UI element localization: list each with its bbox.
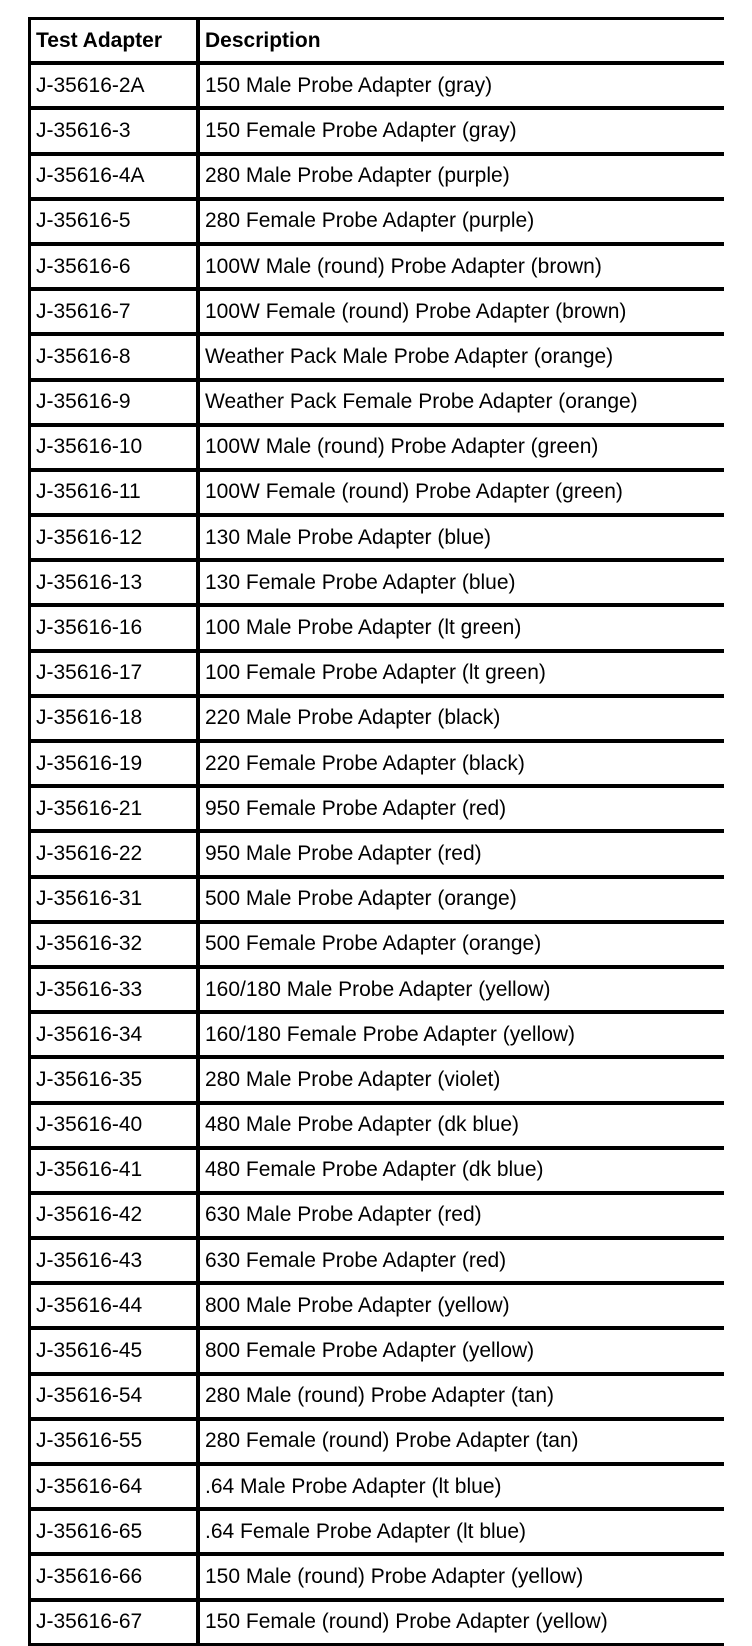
table-cell-test-adapter: J-35616-12 — [31, 517, 196, 558]
table-cell-description: 480 Female Probe Adapter (dk blue) — [200, 1150, 731, 1191]
table-cell-test-adapter: J-35616-55 — [31, 1421, 196, 1462]
table-cell-test-adapter: J-35616-54 — [31, 1376, 196, 1417]
table-cell-test-adapter: J-35616-10 — [31, 427, 196, 468]
table-cell-test-adapter: J-35616-8 — [31, 336, 196, 377]
table-cell-test-adapter: J-35616-11 — [31, 472, 196, 513]
table-cell-description: 220 Male Probe Adapter (black) — [200, 698, 731, 739]
table-cell-description: 220 Female Probe Adapter (black) — [200, 743, 731, 784]
table-cell-test-adapter: J-35616-40 — [31, 1105, 196, 1146]
table-cell-description: 280 Male (round) Probe Adapter (tan) — [200, 1376, 731, 1417]
table-cell-description: 150 Female Probe Adapter (gray) — [200, 110, 731, 151]
table-cell-description: 800 Female Probe Adapter (yellow) — [200, 1330, 731, 1371]
table-cell-test-adapter: J-35616-32 — [31, 924, 196, 965]
table-cell-test-adapter: J-35616-2A — [31, 65, 196, 106]
table-cell-description: 100W Male (round) Probe Adapter (green) — [200, 427, 731, 468]
adapter-table — [28, 17, 724, 1646]
header-description: Description — [200, 20, 731, 61]
table-cell-description: Weather Pack Female Probe Adapter (orange) — [200, 382, 731, 423]
table-cell-description: 100W Female (round) Probe Adapter (green) — [200, 472, 731, 513]
table-cell-description: 500 Male Probe Adapter (orange) — [200, 879, 731, 920]
table-cell-description: 130 Male Probe Adapter (blue) — [200, 517, 731, 558]
table-cell-test-adapter: J-35616-43 — [31, 1240, 196, 1281]
table-cell-test-adapter: J-35616-64 — [31, 1466, 196, 1507]
table-cell-description: 500 Female Probe Adapter (orange) — [200, 924, 731, 965]
table-cell-test-adapter: J-35616-5 — [31, 201, 196, 242]
table-cell-description: 280 Female (round) Probe Adapter (tan) — [200, 1421, 731, 1462]
table-cell-description: .64 Male Probe Adapter (lt blue) — [200, 1466, 731, 1507]
table-cell-description: 100W Male (round) Probe Adapter (brown) — [200, 246, 731, 287]
table-cell-test-adapter: J-35616-17 — [31, 653, 196, 694]
header-test-adapter: Test Adapter — [31, 20, 196, 61]
table-cell-test-adapter: J-35616-18 — [31, 698, 196, 739]
table-cell-test-adapter: J-35616-34 — [31, 1014, 196, 1055]
table-cell-description: 280 Male Probe Adapter (purple) — [200, 156, 731, 197]
table-cell-description: 130 Female Probe Adapter (blue) — [200, 562, 731, 603]
table-cell-test-adapter: J-35616-44 — [31, 1285, 196, 1326]
table-cell-description: 160/180 Male Probe Adapter (yellow) — [200, 969, 731, 1010]
table-cell-test-adapter: J-35616-66 — [31, 1556, 196, 1597]
table-cell-test-adapter: J-35616-16 — [31, 607, 196, 648]
table-cell-description: 150 Male Probe Adapter (gray) — [200, 65, 731, 106]
table-cell-test-adapter: J-35616-4A — [31, 156, 196, 197]
table-cell-test-adapter: J-35616-41 — [31, 1150, 196, 1191]
table-cell-description: 630 Male Probe Adapter (red) — [200, 1195, 731, 1236]
table-cell-test-adapter: J-35616-13 — [31, 562, 196, 603]
table-cell-description: 950 Female Probe Adapter (red) — [200, 788, 731, 829]
table-cell-description: 280 Male Probe Adapter (violet) — [200, 1059, 731, 1100]
table-cell-description: 480 Male Probe Adapter (dk blue) — [200, 1105, 731, 1146]
table-cell-description: 280 Female Probe Adapter (purple) — [200, 201, 731, 242]
table-cell-description: 950 Male Probe Adapter (red) — [200, 833, 731, 874]
table-cell-description: .64 Female Probe Adapter (lt blue) — [200, 1511, 731, 1552]
table-cell-description: 160/180 Female Probe Adapter (yellow) — [200, 1014, 731, 1055]
table-cell-test-adapter: J-35616-45 — [31, 1330, 196, 1371]
table-cell-description: 100 Female Probe Adapter (lt green) — [200, 653, 731, 694]
table-cell-description: 150 Female (round) Probe Adapter (yellow) — [200, 1602, 731, 1643]
table-cell-test-adapter: J-35616-35 — [31, 1059, 196, 1100]
table-cell-description: 100W Female (round) Probe Adapter (brown) — [200, 291, 731, 332]
table-cell-test-adapter: J-35616-7 — [31, 291, 196, 332]
table-cell-test-adapter: J-35616-21 — [31, 788, 196, 829]
table-cell-test-adapter: J-35616-33 — [31, 969, 196, 1010]
table-cell-test-adapter: J-35616-22 — [31, 833, 196, 874]
table-cell-description: 630 Female Probe Adapter (red) — [200, 1240, 731, 1281]
table-cell-description: 100 Male Probe Adapter (lt green) — [200, 607, 731, 648]
table-cell-test-adapter: J-35616-9 — [31, 382, 196, 423]
table-cell-description: 800 Male Probe Adapter (yellow) — [200, 1285, 731, 1326]
table-cell-test-adapter: J-35616-3 — [31, 110, 196, 151]
table-cell-description: Weather Pack Male Probe Adapter (orange) — [200, 336, 731, 377]
table-cell-test-adapter: J-35616-19 — [31, 743, 196, 784]
table-cell-description: 150 Male (round) Probe Adapter (yellow) — [200, 1556, 731, 1597]
table-cell-test-adapter: J-35616-42 — [31, 1195, 196, 1236]
table-cell-test-adapter: J-35616-6 — [31, 246, 196, 287]
table-cell-test-adapter: J-35616-65 — [31, 1511, 196, 1552]
table-cell-test-adapter: J-35616-31 — [31, 879, 196, 920]
table-cell-test-adapter: J-35616-67 — [31, 1602, 196, 1643]
